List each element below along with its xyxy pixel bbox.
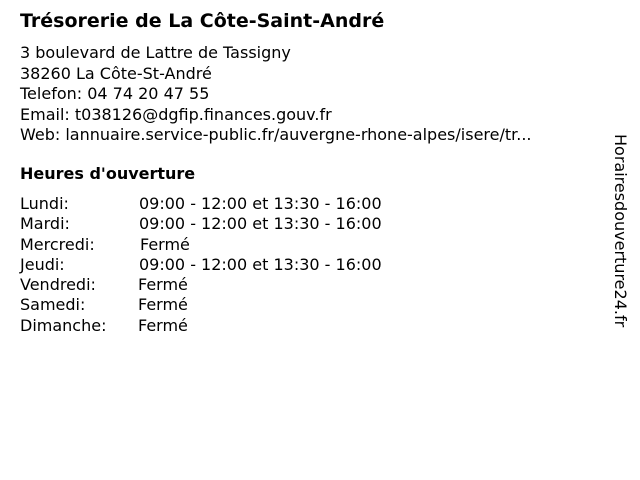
day-hours: Fermé	[140, 234, 190, 254]
day-label: Dimanche:	[20, 315, 107, 335]
hours-row-wednesday	[20, 235, 440, 255]
hours-row-friday	[20, 275, 440, 295]
hours-row-tuesday	[20, 214, 440, 234]
day-hours: 09:00 - 12:00 et 13:30 - 16:00	[139, 194, 382, 213]
day-label: Lundi:	[20, 194, 69, 213]
hours-row-saturday	[20, 295, 440, 315]
day-hours: Fermé	[138, 295, 188, 315]
day-hours: 09:00 - 12:00 et 13:30 - 16:00	[139, 214, 382, 234]
address-block	[20, 43, 532, 146]
web-line: Web: lannuaire.service-public.fr/auvergne-rhone-alpes/isere/tr...	[20, 125, 532, 144]
page-title: Trésorerie de La Côte-Saint-André	[20, 10, 385, 32]
day-hours: Fermé	[138, 275, 188, 295]
site-watermark-label: Horairesdouverture24.fr	[611, 134, 630, 328]
day-label: Jeudi:	[20, 254, 65, 274]
hours-heading: Heures d'ouverture	[20, 164, 196, 183]
email-line: Email: t038126@dgfip.finances.gouv.fr	[20, 104, 332, 124]
hours-row-sunday	[20, 316, 440, 336]
phone-line: Telefon: 04 74 20 47 55	[20, 84, 210, 103]
day-label: Mardi:	[20, 214, 70, 234]
hours-row-monday	[20, 194, 440, 214]
day-hours: Fermé	[138, 315, 188, 335]
hours-table	[20, 194, 440, 336]
day-label: Vendredi:	[20, 275, 96, 295]
city-line: 38260 La Côte-St-André	[20, 63, 212, 83]
street-line: 3 boulevard de Lattre de Tassigny	[20, 43, 291, 62]
day-label: Samedi:	[20, 295, 86, 315]
hours-row-thursday	[20, 255, 440, 275]
day-hours: 09:00 - 12:00 et 13:30 - 16:00	[139, 254, 382, 274]
day-label: Mercredi:	[20, 234, 95, 254]
